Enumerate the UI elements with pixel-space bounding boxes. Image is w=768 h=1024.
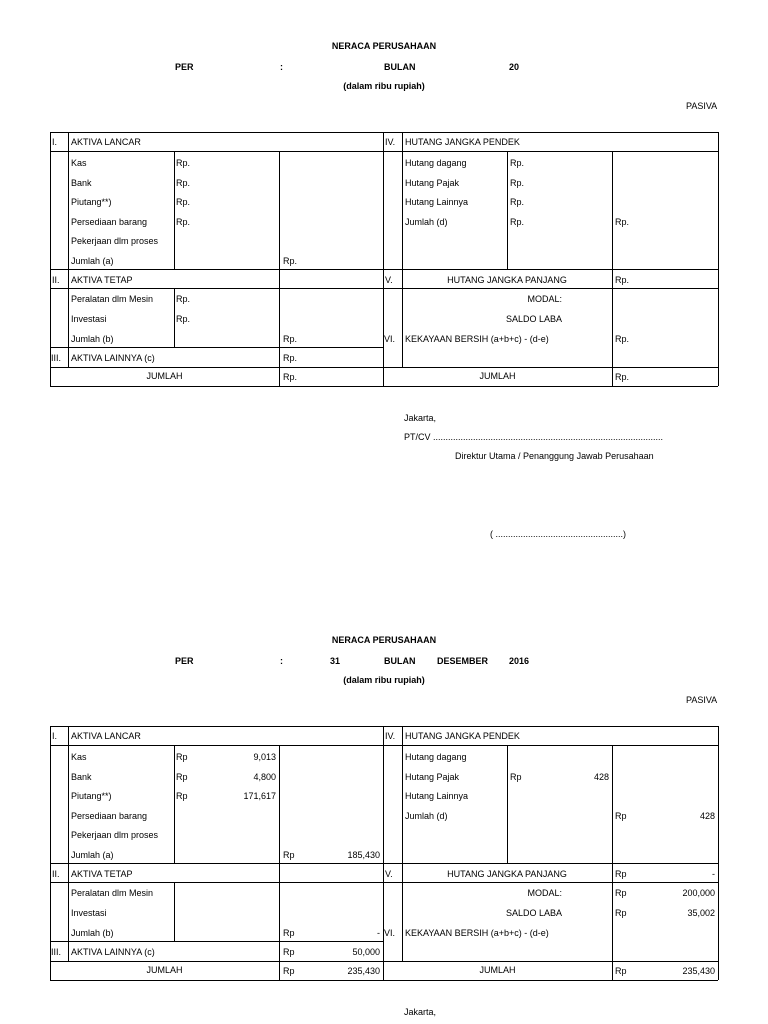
amount-piutang: 171,617: [243, 791, 276, 801]
period-bulan-label: BULAN: [384, 656, 416, 666]
currency-label: Rp.: [510, 217, 525, 227]
currency-label: Rp: [176, 791, 188, 801]
section-number: I.: [52, 731, 58, 741]
section-number: III.: [51, 947, 62, 957]
row-label-hutang-lainnya: Hutang Lainnya: [405, 197, 469, 207]
signature-city: Jakarta,: [404, 413, 437, 423]
currency-label: Rp.: [283, 372, 298, 382]
row-label-pekerjaan: Pekerjaan dlm proses: [71, 236, 159, 246]
section-kekayaan-bersih: KEKAYAAN BERSIH (a+b+c) - (d-e): [405, 334, 549, 344]
period-day: 31: [330, 656, 341, 666]
total-label-right: JUMLAH: [479, 371, 516, 381]
row-label-bank: Bank: [71, 772, 92, 782]
row-label-bank: Bank: [71, 178, 92, 188]
amount-saldo-laba: 35,002: [687, 908, 715, 918]
amount-jumlah-d: 428: [699, 811, 715, 821]
amount-total-right: 235,430: [682, 966, 715, 976]
period-year: 2016: [509, 656, 530, 666]
period-per-label: PER: [175, 656, 194, 666]
currency-label: Rp.: [615, 275, 630, 285]
amount-hutang-pajak: 428: [593, 772, 609, 782]
period-colon: :: [280, 62, 283, 72]
currency-label: Rp: [283, 928, 295, 938]
row-label-jumlah-d: Jumlah (d): [405, 811, 448, 821]
row-label-investasi: Investasi: [71, 908, 107, 918]
section-number: IV.: [385, 137, 396, 147]
row-label-piutang: Piutang**): [71, 197, 112, 207]
currency-label: Rp: [615, 908, 627, 918]
row-label-jumlah-b: Jumlah (b): [71, 928, 114, 938]
total-label-right: JUMLAH: [479, 965, 516, 975]
section-number: VI.: [384, 334, 396, 344]
signature-company: PT/CV ............................................................................................: [404, 432, 664, 442]
currency-label: Rp.: [283, 334, 298, 344]
section-aktiva-tetap: AKTIVA TETAP: [71, 869, 133, 879]
section-hutang-jangka-pendek: HUTANG JANGKA PENDEK: [405, 731, 520, 741]
pasiva-label: PASIVA: [686, 101, 718, 111]
row-label-jumlah-d: Jumlah (d): [405, 217, 448, 227]
row-label-modal: MODAL:: [527, 294, 562, 304]
row-label-peralatan: Peralatan dlm Mesin: [71, 294, 154, 304]
row-label-hutang-dagang: Hutang dagang: [405, 752, 467, 762]
row-label-persediaan: Persediaan barang: [71, 217, 148, 227]
balance-sheet-2016: [0, 594, 768, 1017]
section-number: V.: [385, 275, 393, 285]
section-number: II.: [52, 869, 60, 879]
row-label-saldo-laba: SALDO LABA: [505, 314, 562, 324]
amount-total-left: 235,430: [347, 966, 380, 976]
currency-label: Rp.: [283, 256, 298, 266]
row-label-modal: MODAL:: [527, 888, 562, 898]
currency-label: Rp.: [615, 217, 630, 227]
currency-label: Rp: [283, 966, 295, 976]
section-number: IV.: [385, 731, 396, 741]
row-label-hutang-lainnya: Hutang Lainnya: [405, 791, 469, 801]
currency-label: Rp.: [510, 197, 525, 207]
section-number: I.: [52, 137, 58, 147]
row-label-peralatan: Peralatan dlm Mesin: [71, 888, 154, 898]
amount-jumlah-b: -: [377, 928, 380, 938]
row-label-jumlah-a: Jumlah (a): [71, 256, 114, 266]
period-colon: :: [280, 656, 283, 666]
currency-label: Rp: [615, 869, 627, 879]
unit-note: (dalam ribu rupiah): [343, 81, 425, 91]
period-bulan-label: BULAN: [384, 62, 416, 72]
currency-label: Rp.: [176, 178, 191, 188]
currency-label: Rp.: [176, 314, 191, 324]
section-number: VI.: [384, 928, 396, 938]
currency-label: Rp.: [283, 353, 298, 363]
row-label-pekerjaan: Pekerjaan dlm proses: [71, 830, 159, 840]
currency-label: Rp.: [510, 178, 525, 188]
signature-title: Direktur Utama / Penanggung Jawab Perusahaan: [455, 451, 654, 461]
period-per-label: PER: [175, 62, 194, 72]
section-hutang-jangka-panjang: HUTANG JANGKA PANJANG: [447, 869, 567, 879]
currency-label: Rp.: [176, 217, 191, 227]
section-aktiva-lainnya: AKTIVA LAINNYA (c): [71, 353, 155, 363]
section-hutang-jangka-panjang: HUTANG JANGKA PANJANG: [447, 275, 567, 285]
currency-label: Rp.: [615, 334, 630, 344]
currency-label: Rp.: [176, 158, 191, 168]
currency-label: Rp.: [176, 294, 191, 304]
amount-hutang-jangka-panjang: -: [712, 869, 715, 879]
section-number: II.: [52, 275, 60, 285]
row-label-kas: Kas: [71, 158, 87, 168]
currency-label: Rp.: [176, 197, 191, 207]
total-label-left: JUMLAH: [146, 371, 183, 381]
amount-bank: 4,800: [253, 772, 276, 782]
signature-city: Jakarta,: [404, 1007, 437, 1017]
section-number: V.: [385, 869, 393, 879]
currency-label: Rp: [615, 888, 627, 898]
row-label-saldo-laba: SALDO LABA: [505, 908, 562, 918]
currency-label: Rp: [615, 966, 627, 976]
pasiva-label: PASIVA: [686, 695, 718, 705]
row-label-investasi: Investasi: [71, 314, 107, 324]
currency-label: Rp.: [615, 372, 630, 382]
row-label-jumlah-a: Jumlah (a): [71, 850, 114, 860]
row-label-hutang-dagang: Hutang dagang: [405, 158, 467, 168]
currency-label: Rp.: [510, 158, 525, 168]
amount-kas: 9,013: [253, 752, 276, 762]
currency-label: Rp: [176, 752, 188, 762]
balance-sheet-title: NERACA PERUSAHAAN: [331, 635, 437, 645]
period-year: 20: [509, 62, 520, 72]
section-aktiva-lancar: AKTIVA LANCAR: [71, 137, 141, 147]
currency-label: Rp: [510, 772, 522, 782]
row-label-persediaan: Persediaan barang: [71, 811, 148, 821]
row-label-hutang-pajak: Hutang Pajak: [405, 772, 460, 782]
balance-sheet-title: NERACA PERUSAHAAN: [331, 41, 437, 51]
total-label-left: JUMLAH: [146, 965, 183, 975]
period-month: DESEMBER: [437, 656, 489, 666]
unit-note: (dalam ribu rupiah): [343, 675, 425, 685]
section-hutang-jangka-pendek: HUTANG JANGKA PENDEK: [405, 137, 520, 147]
row-label-hutang-pajak: Hutang Pajak: [405, 178, 460, 188]
row-label-kas: Kas: [71, 752, 87, 762]
amount-aktiva-lainnya: 50,000: [352, 947, 380, 957]
currency-label: Rp: [283, 850, 295, 860]
row-label-piutang: Piutang**): [71, 791, 112, 801]
currency-label: Rp: [615, 811, 627, 821]
signature-name-blank: ( ...................................................): [490, 529, 627, 539]
section-kekayaan-bersih: KEKAYAAN BERSIH (a+b+c) - (d-e): [405, 928, 549, 938]
section-number: III.: [51, 353, 62, 363]
amount-modal: 200,000: [682, 888, 715, 898]
amount-jumlah-a: 185,430: [347, 850, 380, 860]
row-label-jumlah-b: Jumlah (b): [71, 334, 114, 344]
currency-label: Rp: [176, 772, 188, 782]
section-aktiva-lainnya: AKTIVA LAINNYA (c): [71, 947, 155, 957]
section-aktiva-lancar: AKTIVA LANCAR: [71, 731, 141, 741]
currency-label: Rp: [283, 947, 295, 957]
section-aktiva-tetap: AKTIVA TETAP: [71, 275, 133, 285]
